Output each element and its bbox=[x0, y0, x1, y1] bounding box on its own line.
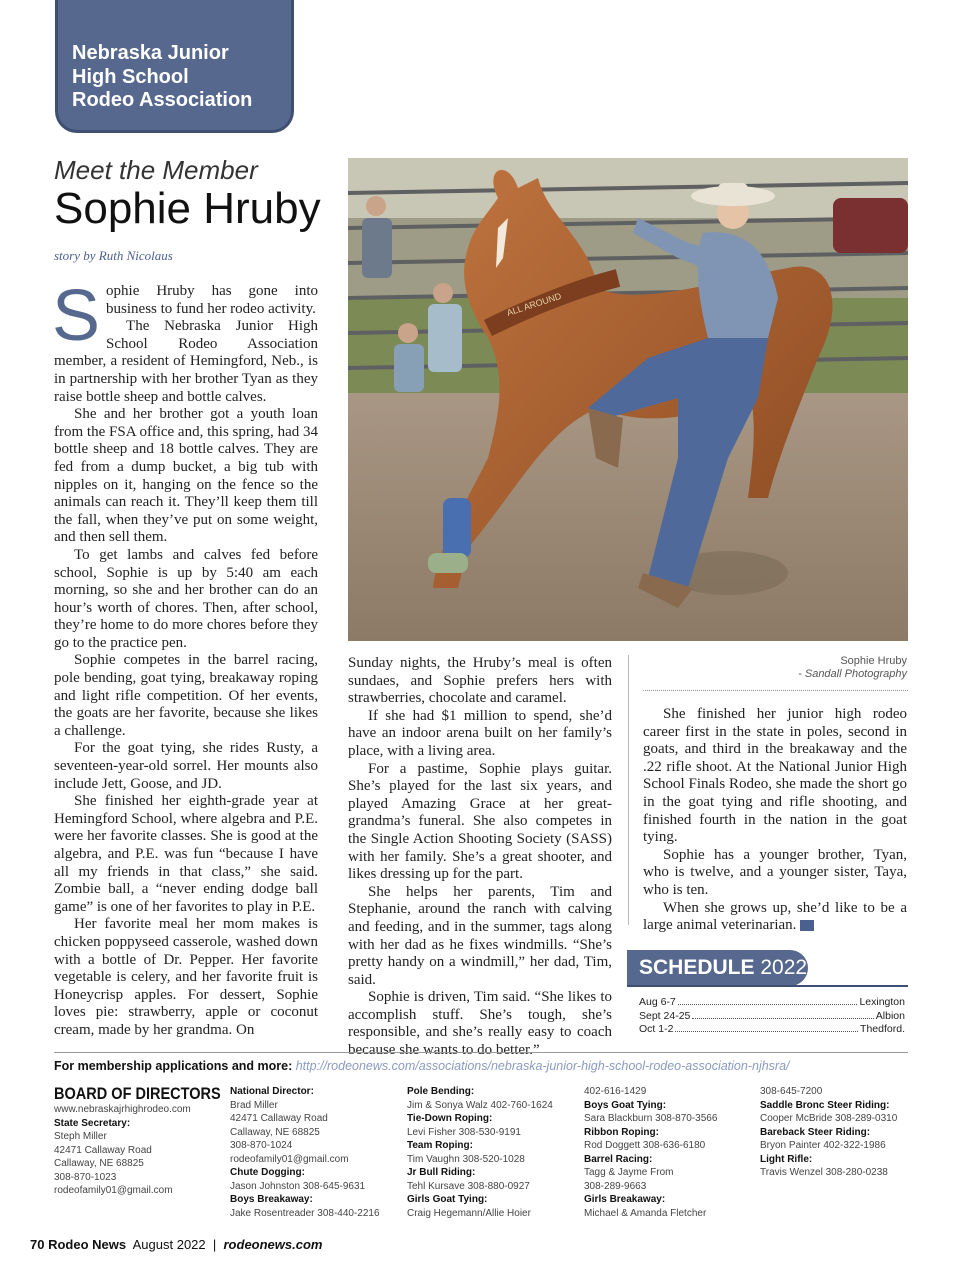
breastcollar-text: ALL AROUND bbox=[505, 290, 563, 318]
membership-link[interactable]: http://rodeonews.com/associations/nebraska-junior-high-school-rodeo-association-njhsra/ bbox=[295, 1059, 790, 1073]
paragraph: She finished her junior high rodeo career first in the state in poles, second in goats, and third in the breakaway and the .22 rifle shoot. At the National Junior High School Finals Rodeo, she made the short go in the goat tying and rifle shooting, and finished fourth in the nation in the goat tying. bbox=[643, 706, 907, 846]
paragraph: She finished her eighth-grade year at Hemingford School, where algebra and P.E. were her favorite classes. She is good at the algebra, and P.E. was fun “because I have all my friends in that class,” she said. Zombie ball, a “never ending dodge ball game” is one of her favorites to play in P.E. bbox=[54, 793, 318, 915]
paragraph: She and her brother got a youth loan from the FSA office and, this spring, had 34 bottle sheep and 18 bottle calves. They are fed from a dump bucket, a big tub with nipples on it, hanging on the fence so the animals can reach it. They’ll keep them till the fall, when they’ve put on some weight, and then sell them. bbox=[54, 406, 318, 546]
photo-illustration bbox=[348, 158, 908, 641]
end-mark-icon bbox=[800, 920, 814, 931]
caption-divider bbox=[643, 690, 908, 691]
column-divider bbox=[628, 655, 629, 925]
article-byline: story by Ruth Nicolaus bbox=[54, 248, 173, 263]
paragraph: Sunday nights, the Hruby’s meal is often sundaes, and Sophie prefers hers with strawberries, chocolate and caramel. bbox=[348, 655, 612, 707]
schedule-heading: SCHEDULE 2022 bbox=[627, 950, 808, 986]
article-column-1 bbox=[52, 276, 318, 1040]
board-title: BOARD OF DIRECTORS bbox=[54, 1085, 221, 1103]
article-title: Sophie Hruby bbox=[54, 184, 321, 233]
page-number: 70 bbox=[30, 1237, 45, 1252]
website-link[interactable]: rodeonews.com bbox=[223, 1237, 323, 1252]
badge-line: Rodeo Association bbox=[72, 89, 253, 111]
paragraph: To get lambs and calves fed before school, Sophie is up by 5:40 am each morning, so she and her brother can do an hour’s worth of chores. Then, after school, they’re home to do more chores before they go to the practice pen. bbox=[54, 546, 318, 651]
board-column-3: Pole Bending: Jim & Sonya Walz 402-760-1624 Tie-Down Roping: Levi Fisher 308-530-9191 Team Roping: Tim Vaughn 308-520-1028 Jr Bull Riding: Tehl Kursave 308-880-0927 Girls Goat Tying: Craig Hegemann/Allie Hoier bbox=[407, 1086, 553, 1219]
paragraph: For the goat tying, she rides Rusty, a seventeen-year-old sorrel. Her mounts also include Jett, Goose, and JD. bbox=[54, 740, 318, 792]
board-column-1: BOARD OF DIRECTORS www.nebraskajrhighrodeo.com State Secretary: Steph Miller 42471 Callaway Road Callaway, NE 68825 308-870-1023 rodeofamily01@gmail.com bbox=[54, 1085, 224, 1198]
footer-separator: | bbox=[212, 1237, 217, 1252]
page-footer bbox=[30, 1237, 322, 1252]
schedule-divider bbox=[627, 985, 908, 987]
paragraph: If she had $1 million to spend, she’d have an indoor arena built on her family’s place, with a living area. bbox=[348, 707, 612, 759]
paragraph: Sophie competes in the barrel racing, pole bending, goat tying, breakaway roping and light rifle competition. Of her events, the goats are her favorite, because she likes a challenge. bbox=[54, 652, 318, 739]
paragraph: Sophie has a younger brother, Tyan, who is twelve, and a younger sister, Taya, who is ten. bbox=[643, 846, 907, 898]
board-column-4: 402-616-1429 Boys Goat Tying: Sara Blackburn 308-870-3566 Ribbon Roping: Rod Doggett 308-636-6180 Barrel Racing: Tagg & Jayme From 308-289-9663 Girls Breakaway: Michael & Amanda Fletcher bbox=[584, 1086, 718, 1219]
schedule-list bbox=[639, 996, 905, 1037]
photo-credit: - Sandall Photography bbox=[798, 668, 907, 680]
schedule-row: Aug 6-7 Lexington bbox=[639, 996, 905, 1008]
association-badge bbox=[55, 0, 294, 133]
article-kicker: Meet the Member bbox=[54, 155, 258, 185]
paragraph: When she grows up, she’d like to be a large animal veterinarian. bbox=[643, 899, 907, 934]
board-website[interactable]: www.nebraskajrhighrodeo.com bbox=[54, 1104, 191, 1115]
paragraph: She helps her parents, Tim and Stephanie, around the ranch with calving and feeding, and in the summer, tags along with her dad as he fixes windmills. “She’s pretty handy on a windmill,” her dad, Tim, said. bbox=[348, 883, 612, 988]
schedule-row: Sept 24-25 Albion bbox=[639, 1009, 905, 1022]
board-column-2: National Director: Brad Miller 42471 Callaway Road Callaway, NE 68825 308-870-1024 rodeofamily01@gmail.com Chute Dogging: Jason Johnston 308-645-9631 Boys Breakaway: Jake Rosentreader 308-440-2216 bbox=[230, 1086, 380, 1219]
article-column-2 bbox=[348, 655, 612, 1060]
schedule-row: Oct 1-2 Thedford. bbox=[639, 1023, 905, 1035]
caption-text: Sophie Hruby bbox=[840, 655, 907, 667]
issue-date: August 2022 bbox=[132, 1237, 206, 1252]
paragraph: Sophie is driven, Tim said. “She likes to accomplish stuff. She’s tough, she’s responsible, and she’s really easy to coach because she wants to do better.” bbox=[348, 989, 612, 1059]
badge-line: Nebraska Junior bbox=[72, 42, 229, 64]
paragraph: Sophie Hruby has gone into business to fund her rodeo activity. bbox=[52, 276, 318, 356]
photo-caption bbox=[700, 655, 907, 681]
membership-label: For membership applications and more: bbox=[54, 1059, 293, 1073]
paragraph: Her favorite meal her mom makes is chicken poppyseed casserole, washed down with a bottle of Dr. Pepper. Her favorite vegetable is celery, and her favorite fruit is Honeycrisp apples. For dessert, Sophie loves pie: strawberry, apple or coconut cream, made by her grandma. On bbox=[54, 916, 318, 1038]
badge-title bbox=[72, 42, 252, 113]
paragraph: The Nebraska Junior High School Rodeo Association member, a resident of Hemingford, Neb., is in partnership with her brother Tyan as they raise bottle sheep and bottle calves. bbox=[54, 318, 318, 405]
rodeo-photo bbox=[348, 158, 908, 641]
drop-cap: S bbox=[52, 276, 101, 356]
article-column-3 bbox=[643, 706, 907, 935]
board-column-5: 308-645-7200 Saddle Bronc Steer Riding: Cooper McBride 308-289-0310 Bareback Steer Riding: Bryon Painter 402-322-1986 Light Rifle: Travis Wenzel 308-280-0238 bbox=[760, 1086, 898, 1178]
membership-divider bbox=[54, 1052, 908, 1053]
magazine-name: Rodeo News bbox=[48, 1237, 127, 1252]
badge-line: High School bbox=[72, 65, 189, 88]
membership-line bbox=[54, 1059, 790, 1073]
paragraph: For a pastime, Sophie plays guitar. She’s played for the last six years, and played Amazing Grace at her great-grandma’s funeral. She also competes in the Single Action Shooting Society (SASS) with her family. She’s a great shooter, and likes dressing up for the part. bbox=[348, 760, 612, 883]
